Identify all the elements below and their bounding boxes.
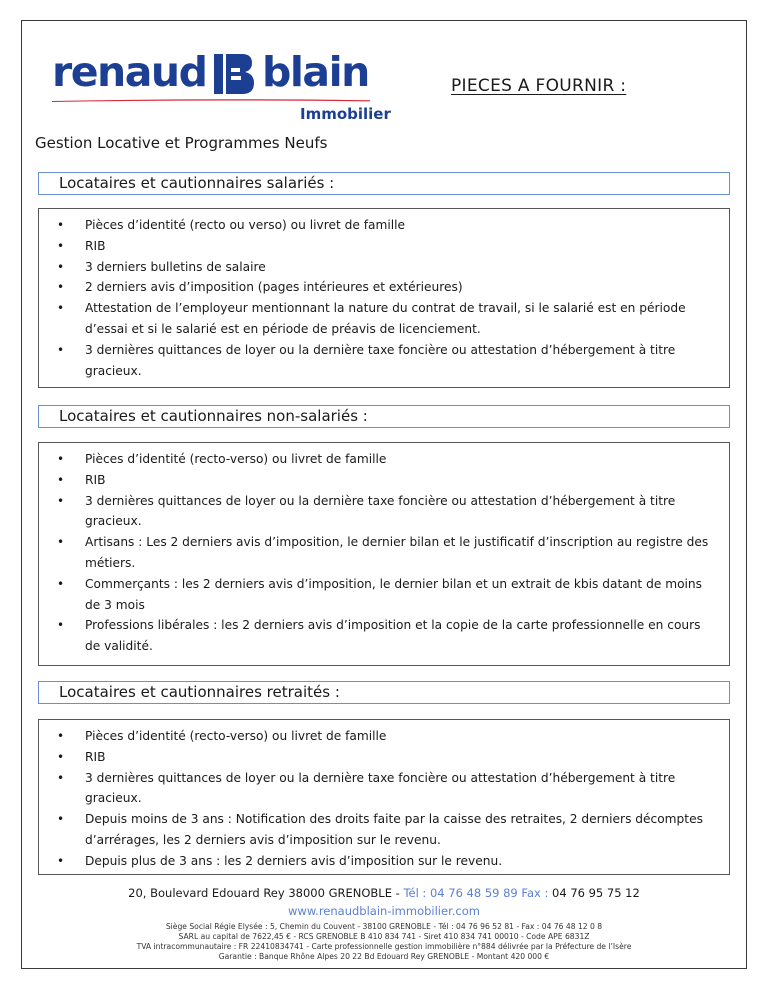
document-title: PIECES A FOURNIR : — [451, 76, 627, 96]
list-item: • RIB — [57, 238, 106, 253]
section-box-non-salaries — [38, 442, 730, 666]
list-item: • Attestation de l’employeur mentionnant la nature du contrat de travail, si le salarié est en période d’essai et si le salarié est en période de préavis de licenciement. — [57, 301, 686, 336]
legal-line: Siège Social Régie Elysée : 5, Chemin du Couvent - 38100 GRENOBLE - Tél : 04 76 96 52 81 - Fax : 04 76 48 12 0 8 — [165, 922, 603, 931]
logo-word-blain: blain — [262, 48, 369, 96]
legal-line: SARL au capital de 7622,45 € - RCS GRENOBLE B 410 834 741 - Siret 410 834 741 00010 - Code APE 6831Z — [178, 932, 590, 941]
section-box-retraites — [38, 719, 730, 875]
footer-website-link[interactable]: www.renaudblain-immobilier.com — [288, 904, 480, 918]
list-item: • 3 dernières quittances de loyer ou la dernière taxe foncière ou attestation d’hébergement à titre gracieux. — [57, 342, 676, 378]
list-item: • Artisans : Les 2 derniers avis d’imposition, le dernier bilan et le justificatif d’inscription au registre des métiers. — [57, 535, 709, 570]
list-item: • RIB — [57, 472, 106, 487]
list-item: • Professions libérales : les 2 derniers avis d’imposition et la copie de la carte professionnelle en cours de validité. — [57, 618, 701, 654]
logo-word-renaud: renaud — [52, 48, 207, 96]
list-item: • 3 derniers bulletins de salaire — [57, 259, 266, 274]
logo-mark-icon — [214, 54, 260, 94]
footer-fax: 04 76 95 75 12 — [552, 886, 640, 900]
document-subtitle: Gestion Locative et Programmes Neufs — [35, 134, 328, 152]
footer-contact — [0, 886, 768, 900]
section-title-salaries: Locataires et cautionnaires salariés : — [38, 172, 730, 195]
section-title-retraites: Locataires et cautionnaires retraités : — [38, 681, 730, 704]
list-item: • 3 dernières quittances de loyer ou la dernière taxe foncière ou attestation d’hébergement à titre gracieux. — [57, 770, 676, 806]
logo-tagline: Immobilier — [300, 105, 391, 123]
list-item: • 3 dernières quittances de loyer ou la dernière taxe foncière ou attestation d’hébergement à titre gracieux. — [57, 493, 676, 529]
footer-address: 20, Boulevard Edouard Rey 38000 GRENOBLE - — [128, 886, 404, 900]
legal-line: TVA intracommunautaire : FR 22410834741 - Carte professionnelle gestion immobilière n°884 délivrée par la Préfecture de l’Isère — [136, 942, 632, 951]
section-title-non-salaries: Locataires et cautionnaires non-salariés : — [38, 405, 730, 428]
legal-line: Garantie : Banque Rhône Alpes 20 22 Bd Edouard Rey GRENOBLE - Montant 420 000 € — [218, 952, 550, 961]
list-item: • Commerçants : les 2 derniers avis d’imposition, le dernier bilan et un extrait de kbis datant de moins de 3 mois — [57, 576, 702, 612]
list-item: • 2 derniers avis d’imposition (pages intérieures et extérieures) — [57, 280, 463, 295]
section-box-salaries — [38, 208, 730, 388]
list-item: • Pièces d’identité (recto-verso) ou livret de famille — [57, 729, 387, 743]
company-logo — [52, 48, 391, 128]
footer-fax-label: Fax : — [521, 886, 553, 900]
document-list — [55, 215, 715, 381]
footer-tel: Tél : 04 76 48 59 89 — [403, 886, 518, 900]
document-list — [55, 449, 715, 657]
list-item: • Pièces d’identité (recto ou verso) ou livret de famille — [57, 218, 406, 232]
logo-swoosh — [52, 98, 370, 102]
list-item: • Depuis moins de 3 ans : Notification des droits faite par la caisse des retraites, 2 derniers décomptes d’arrérages, les 2 derniers avis d’imposition sur le revenu. — [57, 812, 703, 847]
list-item: • Pièces d’identité (recto-verso) ou livret de famille — [57, 452, 387, 466]
list-item: • Depuis plus de 3 ans : les 2 derniers avis d’imposition sur le revenu. — [57, 853, 503, 868]
document-list — [55, 726, 715, 872]
list-item: • RIB — [57, 749, 106, 764]
